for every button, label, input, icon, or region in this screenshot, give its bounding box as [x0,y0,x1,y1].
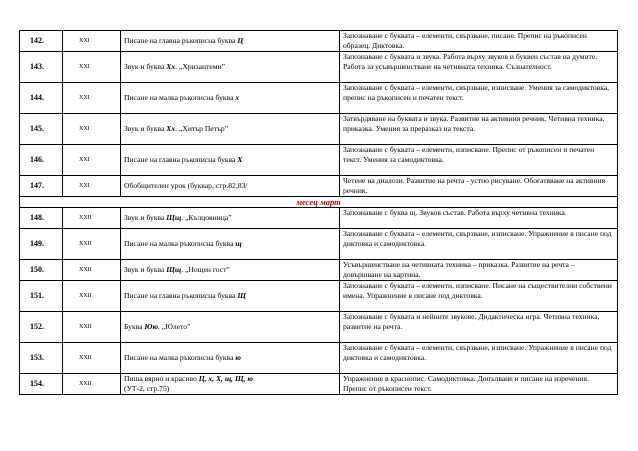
week-number: XXII [63,229,121,260]
topic-text: Писане на главна ръкописна буква [124,291,238,300]
lesson-description: Запознаване с буква щ. Звуков състав. Работа върху четивна техника. [340,208,618,229]
lesson-number: 152. [20,312,63,343]
topic-letter: Ц [237,36,244,45]
topic-letter: Юю [144,322,158,331]
lesson-topic [121,176,340,197]
topic-text: Звук и буква [124,265,167,274]
month-label: месец март [20,197,618,208]
lesson-number: 146. [20,145,63,176]
topic-text: Звук и буква [124,124,167,133]
topic-text: Звук и буква [124,213,167,222]
table-row [20,52,618,83]
lesson-number: 154. [20,374,63,395]
table-row [20,281,618,312]
topic-letter: Ц, х, Х, щ, Щ, ю [198,374,253,383]
topic-letter: х [235,93,240,102]
lesson-number: 147. [20,176,63,197]
week-number: XXII [63,281,121,312]
topic-letter: Щщ [166,213,182,222]
week-number: XXII [63,374,121,395]
table-row [20,176,618,197]
lesson-topic [121,374,340,395]
lesson-topic [121,229,340,260]
lesson-topic [121,31,340,52]
table-row [20,114,618,145]
table-row [20,145,618,176]
table-row [20,312,618,343]
topic-letter: ю [235,353,241,362]
topic-suffix: . „Хитър Петър” [175,124,229,133]
lesson-description: Запознаване с буквата и звука. Работа върху звуков и буквен състав на думите. Работа за усъвършенстване на четивната техника. Съзнателност. [340,52,618,83]
topic-letter: щ [235,239,242,248]
lesson-description: Запознаване с буквата – елементи, изписване. Препис от ръкописен и печатен текст. Умения за самодиктовка. [340,145,618,176]
table-body-after [20,208,618,395]
lesson-topic [121,114,340,145]
table-body-before [20,31,618,197]
lesson-topic [121,281,340,312]
table-row [20,83,618,114]
topic-text: Пиша вярно и красиво [124,374,199,383]
lesson-topic [121,52,340,83]
table-row [20,343,618,374]
lesson-number: 144. [20,83,63,114]
lesson-number: 153. [20,343,63,374]
lesson-description: Запознаване с буквата и нейните звукове. Дидактическа игра. Четивна техника, развитие на речта. [340,312,618,343]
week-number: XXI [63,31,121,52]
topic-letter: Хх [166,62,176,71]
topic-suffix: . „Кълцовница” [181,213,232,222]
lesson-description: Запознаване с буквата – елементи, свързване, писане. Препис на ръкописен образец. Диктовка. [340,31,618,52]
week-number: XXII [63,260,121,281]
lesson-number: 150. [20,260,63,281]
lesson-number: 149. [20,229,63,260]
lesson-topic [121,343,340,374]
week-number: XXI [63,114,121,145]
topic-text: Обобщителен урок (буквар, стр.82,83/ [124,181,248,190]
lesson-description: Запознаване с буквата – елементи, свързване, изписване. Умения за самодиктовка, препис на ръкописен и печатен текст. [340,83,618,114]
topic-letter: Х [237,155,243,164]
topic-suffix: . „Хризантеми” [175,62,226,71]
lesson-topic [121,312,340,343]
topic-text: Буква [124,322,145,331]
lesson-topic [121,208,340,229]
month-row [20,197,618,208]
lesson-description: Четене на диалози. Развитие на речта - устно рисуване. Обогатяване на активния речник. [340,176,618,197]
lesson-description: Упражнение в краснопис. Самодиктовка. Допълване и писане на изречения. Препис от ръкописен текст. [340,374,618,395]
lesson-number: 151. [20,281,63,312]
lesson-number: 142. [20,31,63,52]
topic-letter: Щщ [166,265,182,274]
lesson-description: Усъвършенстване на четивната техника – приказка. Развитие на речта – довършване на картина. [340,260,618,281]
topic-letter: Хх [166,124,176,133]
topic-reference: (УТ-2, стр.75) [124,384,170,393]
week-number: XXI [63,176,121,197]
lesson-description: Запознаване с буквата – елементи, свързване, изписване. Упражнение в писане под диктовка и самодиктовка. [340,229,618,260]
week-number: XXI [63,145,121,176]
topic-text: Писане на главна ръкописна буква [124,36,238,45]
lesson-plan-table [19,30,618,395]
table-row [20,31,618,52]
topic-suffix: . „Юлето” [158,322,191,331]
week-number: XXII [63,343,121,374]
week-number: XXI [63,83,121,114]
lesson-number: 143. [20,52,63,83]
table-row [20,374,618,395]
topic-letter: Щ [237,291,246,300]
table-row [20,208,618,229]
lesson-topic [121,260,340,281]
lesson-topic [121,83,340,114]
lesson-number: 148. [20,208,63,229]
week-number: XXI [63,52,121,83]
topic-text: Писане на малка ръкописна буква [124,353,236,362]
week-number: XXII [63,312,121,343]
table-body-month [20,197,618,208]
lesson-description: Запознаване с буквата – елементи, свързване, изписване. Упражнение в писане под диктовка и самодиктовка. [340,343,618,374]
lesson-topic [121,145,340,176]
lesson-number: 145. [20,114,63,145]
topic-text: Писане на малка ръкописна буква [124,239,236,248]
table-row [20,260,618,281]
topic-text: Звук и буква [124,62,167,71]
topic-text: Писане на малка ръкописна буква [124,93,236,102]
lesson-description: Запознаване с буквата – елементи, изписване. Писане на съществителни собствени имена. Упражнение в писане под диктовка. [340,281,618,312]
lesson-description: Затвърдяване на буквата и звука. Развитие на активния речник. Четивна техника, приказка. Умения за преразказ на текста. [340,114,618,145]
week-number: XXII [63,208,121,229]
topic-suffix: . „Нощен гост” [181,265,230,274]
topic-text: Писане на главна ръкописна буква [124,155,238,164]
table-row [20,229,618,260]
